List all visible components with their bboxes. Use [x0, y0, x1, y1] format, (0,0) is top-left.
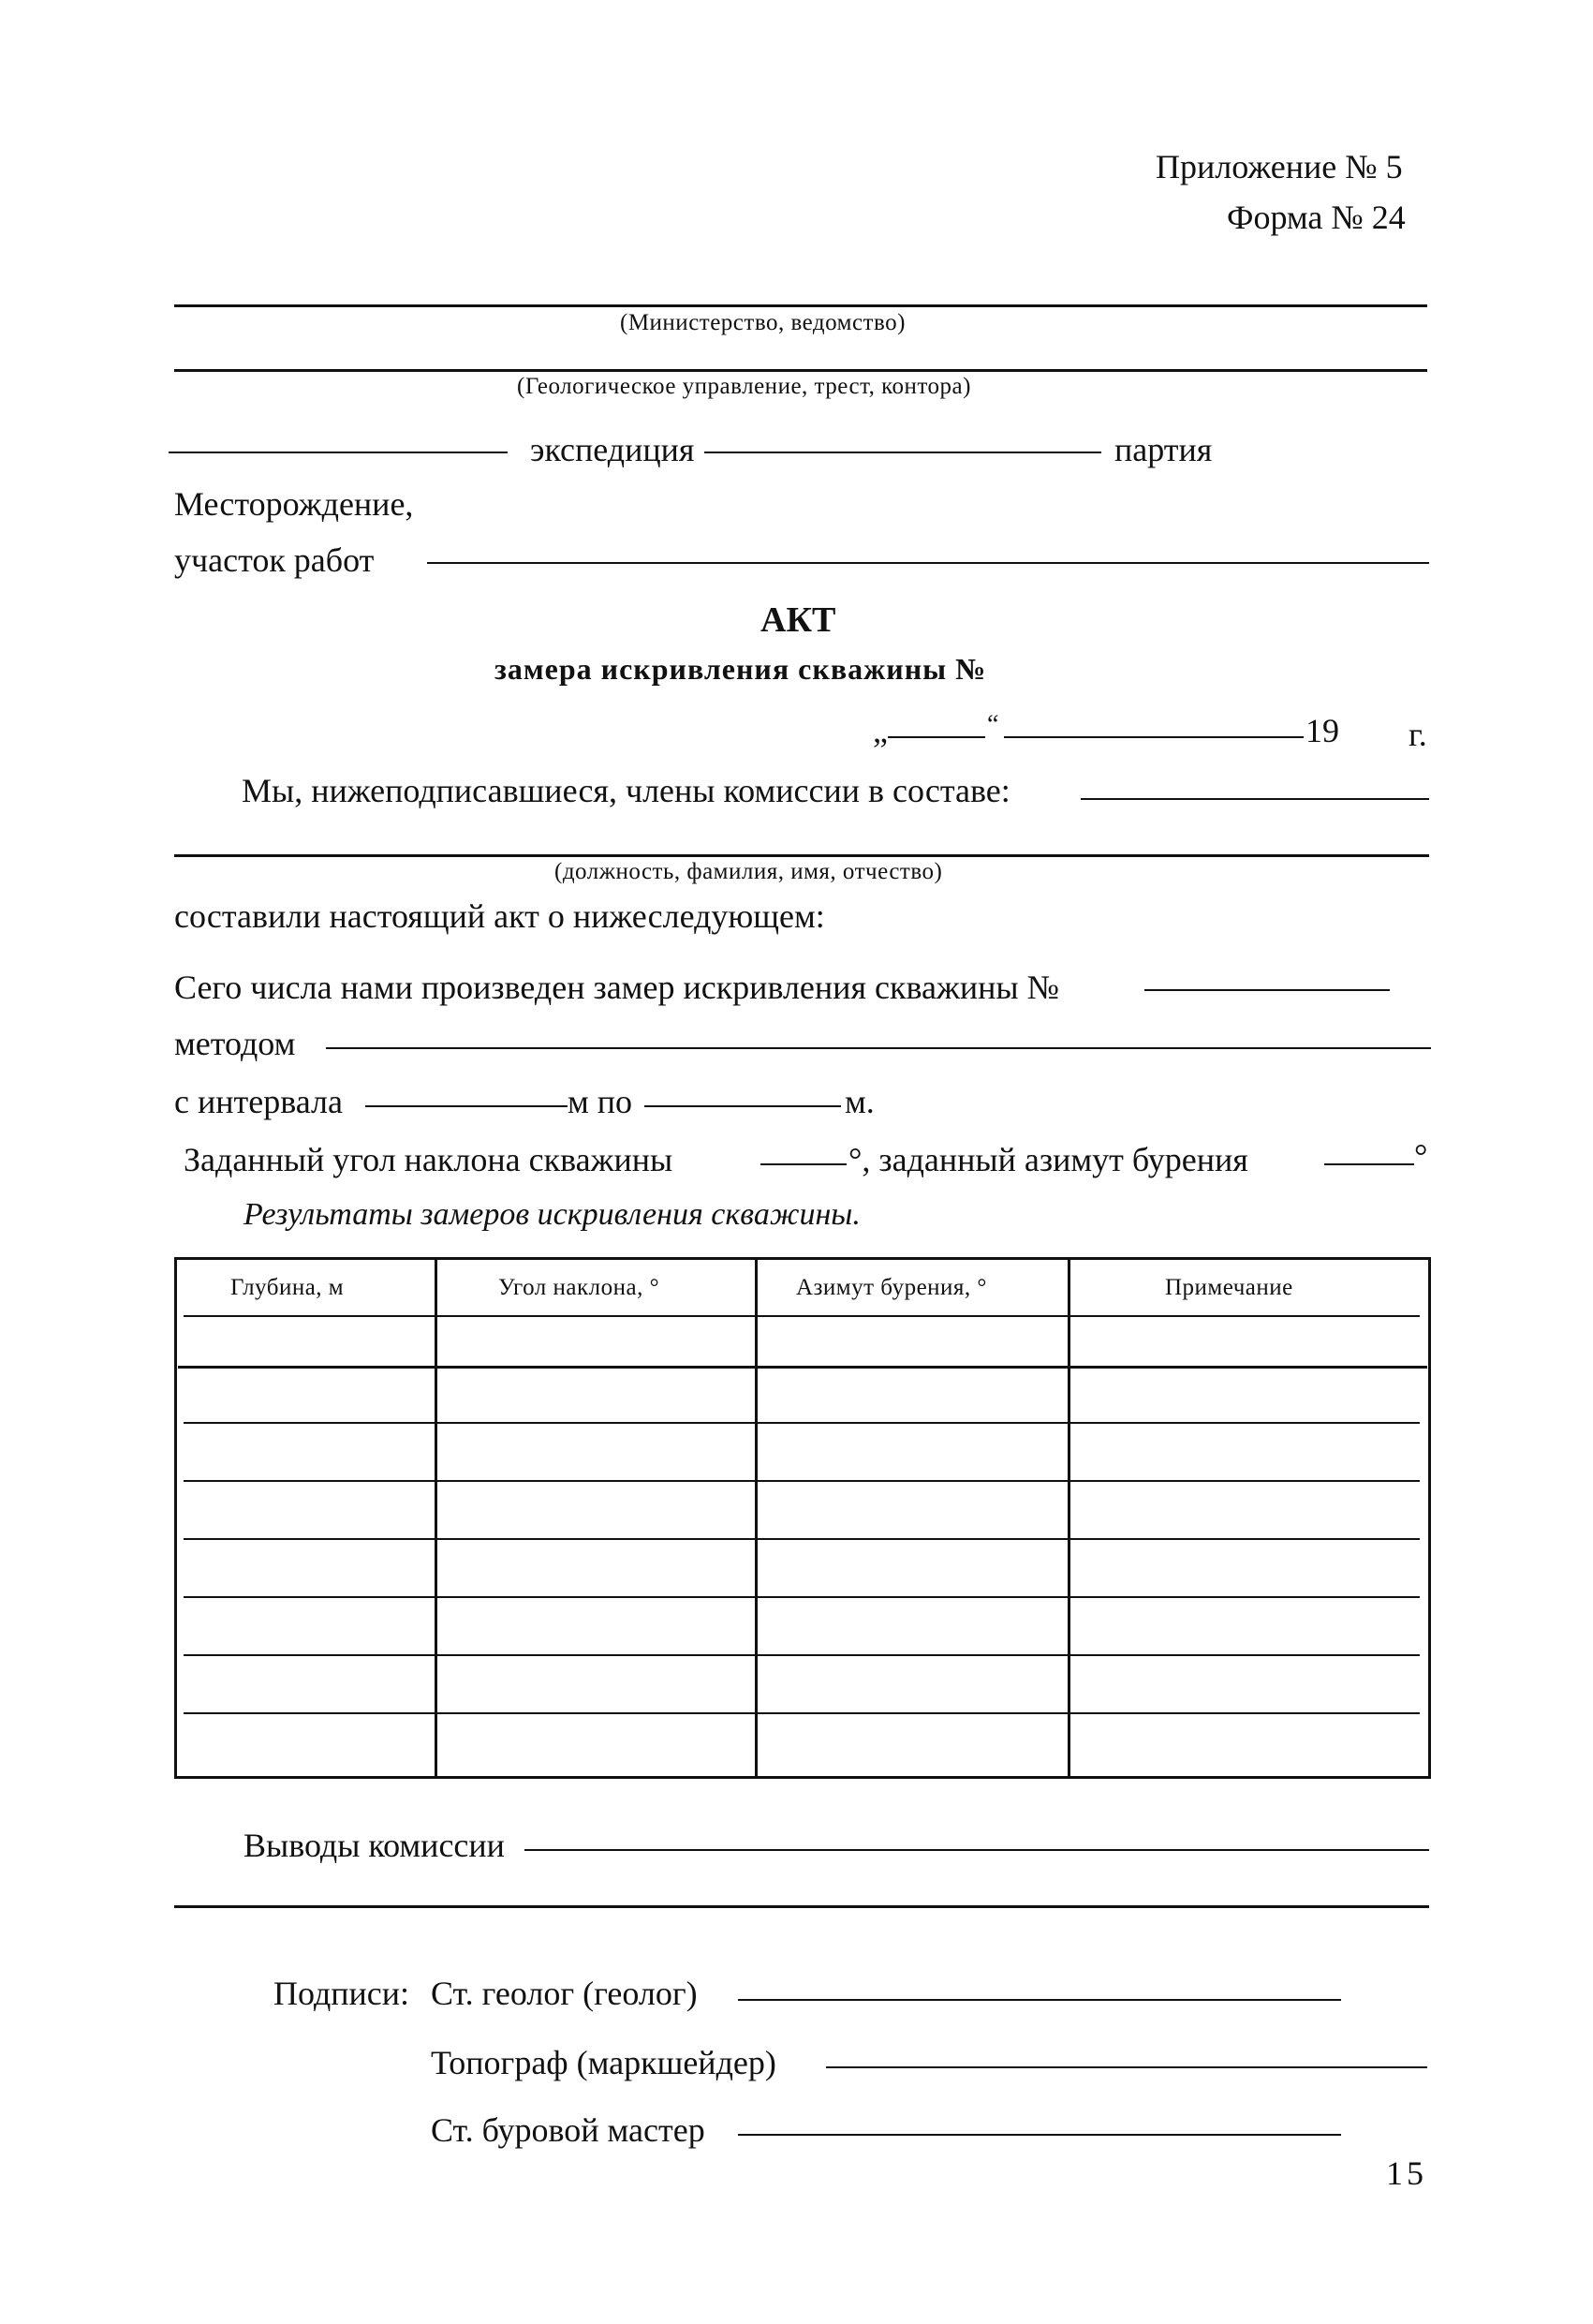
interval-from-label: с интервала	[174, 1083, 343, 1120]
degree-end: °	[1414, 1137, 1428, 1175]
table-header-bottom	[178, 1366, 1427, 1369]
table-right-border	[1428, 1257, 1431, 1778]
date-month-field[interactable]	[1004, 736, 1304, 738]
compiled-text: составили настоящий акт о нижеследующем:	[174, 897, 825, 935]
date-day-field[interactable]	[888, 736, 985, 738]
table-column-divider	[1068, 1257, 1070, 1778]
drilling-master-signature-field[interactable]	[738, 2134, 1341, 2136]
committee-members-field[interactable]	[174, 854, 1429, 857]
table-column-divider	[755, 1257, 758, 1778]
table-bottom-border	[174, 1776, 1431, 1779]
topographer-signature-field[interactable]	[826, 2066, 1427, 2068]
geology-department-field[interactable]	[174, 369, 1427, 372]
committee-text: Мы, нижеподписавшиеся, члены комиссии в составе:	[242, 772, 1010, 809]
site-label: участок работ	[174, 541, 375, 579]
interval-from-field[interactable]	[365, 1105, 568, 1107]
table-row[interactable]	[184, 1712, 1420, 1714]
ministry-caption: (Министерство, ведомство)	[620, 310, 906, 335]
azimuth-field[interactable]	[1324, 1163, 1414, 1165]
geology-department-caption: (Геологическое управление, трест, контора)	[517, 374, 971, 399]
table-row[interactable]	[184, 1422, 1420, 1424]
measured-text: Сего числа нами произведен замер искривления скважины №	[174, 969, 1059, 1006]
act-subtitle: замера искривления скважины №	[494, 652, 987, 686]
topographer-label: Топограф (маркшейдер)	[431, 2044, 776, 2081]
table-header-separator	[184, 1315, 1420, 1317]
table-row[interactable]	[184, 1480, 1420, 1482]
site-field[interactable]	[427, 562, 1429, 564]
results-caption: Результаты замеров искривления скважины.	[243, 1197, 861, 1232]
table-row[interactable]	[184, 1654, 1420, 1656]
method-field[interactable]	[326, 1047, 1431, 1049]
table-left-border	[174, 1257, 177, 1778]
azimuth-text: °, заданный азимут бурения	[848, 1141, 1248, 1178]
date-year-suffix: г.	[1409, 716, 1427, 753]
committee-field[interactable]	[1081, 798, 1429, 800]
table-top-border	[174, 1257, 1431, 1260]
table-header-note: Примечание	[1165, 1275, 1293, 1300]
signatures-label: Подписи:	[273, 1975, 410, 2012]
table-row[interactable]	[184, 1538, 1420, 1540]
drilling-master-label: Ст. буровой мастер	[431, 2111, 705, 2149]
interval-end-label: м.	[845, 1083, 875, 1120]
date-year-prefix: 19	[1305, 712, 1339, 749]
date-close-quote: “	[987, 710, 999, 739]
appendix-number: Приложение № 5	[1156, 148, 1403, 185]
angle-text: Заданный угол наклона скважины	[184, 1141, 673, 1178]
method-label: методом	[174, 1025, 296, 1062]
date-open-quote: „	[873, 712, 888, 749]
deposit-label: Месторождение,	[174, 485, 414, 523]
table-row[interactable]	[184, 1596, 1420, 1598]
conclusions-label: Выводы комиссии	[243, 1827, 505, 1864]
form-number: Форма № 24	[1227, 199, 1406, 236]
geologist-label: Ст. геолог (геолог)	[431, 1975, 698, 2012]
committee-caption: (должность, фамилия, имя, отчество)	[554, 859, 943, 884]
party-label: партия	[1114, 431, 1213, 468]
geologist-signature-field[interactable]	[738, 1999, 1341, 2001]
table-column-divider	[435, 1257, 437, 1778]
conclusions-field-2[interactable]	[174, 1905, 1429, 1908]
angle-field[interactable]	[760, 1163, 847, 1165]
well-number-field[interactable]	[1144, 989, 1390, 991]
act-title: АКТ	[760, 600, 836, 640]
table-header-angle: Угол наклона, °	[498, 1275, 660, 1300]
ministry-field[interactable]	[174, 304, 1427, 307]
expedition-name-field[interactable]	[169, 451, 508, 453]
interval-to-label: м по	[568, 1083, 633, 1120]
interval-to-field[interactable]	[644, 1105, 841, 1107]
table-header-azimuth: Азимут бурения, °	[796, 1275, 987, 1300]
expedition-label: экспедиция	[530, 431, 695, 468]
conclusions-field[interactable]	[524, 1849, 1429, 1851]
party-name-field[interactable]	[704, 451, 1101, 453]
page-number: 15	[1386, 2154, 1427, 2192]
table-header-depth: Глубина, м	[230, 1275, 345, 1300]
